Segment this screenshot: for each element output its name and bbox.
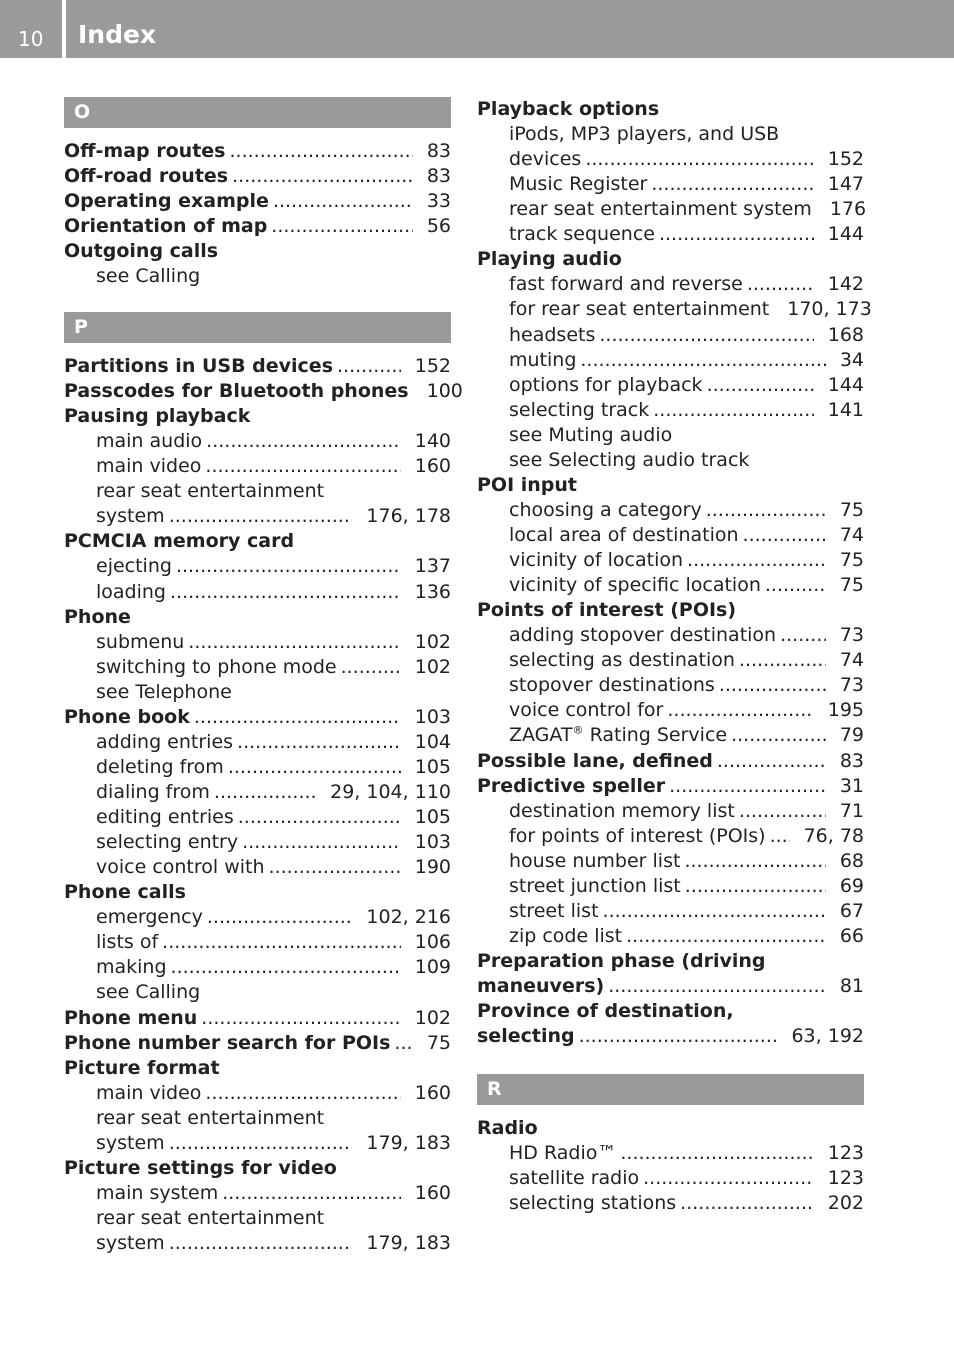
page-reference: 103 (414, 831, 451, 853)
page-reference: 142 (827, 273, 864, 295)
index-subentry (64, 554, 451, 579)
entry-term: options for playback (509, 374, 703, 396)
index-subentry (477, 673, 864, 698)
index-entry (64, 529, 451, 554)
header-divider (62, 0, 66, 58)
dot-leader (228, 755, 401, 780)
dot-leader (706, 498, 826, 523)
index-subentry (64, 580, 451, 605)
page-reference: 83 (426, 165, 451, 187)
dot-leader (232, 164, 413, 189)
index-entry (64, 404, 451, 429)
entry-term: PCMCIA memory card (64, 530, 295, 552)
index-subentry (477, 297, 872, 322)
index-subentry (477, 323, 864, 348)
page-reference: 63, 192 (791, 1025, 864, 1047)
page-reference: 105 (414, 806, 451, 828)
index-subentry (64, 830, 451, 855)
entry-term: ejecting (96, 555, 172, 577)
entry-term-rest: Rating Service (583, 724, 728, 746)
index-subentry (64, 479, 451, 504)
dot-leader (169, 1231, 353, 1256)
page-reference: 75 (839, 499, 864, 521)
index-subentry (477, 899, 864, 924)
entry-term: Off-road routes (64, 165, 229, 187)
entry-term: HD Radio™ (509, 1142, 617, 1164)
page-reference: 123 (827, 1167, 864, 1189)
entry-term: system (96, 505, 165, 527)
entry-term: Picture format (64, 1057, 220, 1079)
page-reference: 71 (839, 800, 864, 822)
page-reference: 123 (827, 1142, 864, 1164)
page-reference: 73 (839, 624, 864, 646)
dot-leader (653, 398, 814, 423)
entry-term: Music Register (509, 173, 648, 195)
index-entry (64, 880, 451, 905)
index-subentry (64, 630, 451, 655)
dot-leader (222, 1181, 401, 1206)
dot-leader (626, 924, 826, 949)
dot-leader (170, 580, 401, 605)
entry-term: lists of (96, 931, 159, 953)
dot-leader (579, 1024, 778, 1049)
page-reference: 76, 78 (803, 825, 864, 847)
registered-mark: ® (572, 723, 584, 737)
index-subentry (477, 147, 864, 172)
dot-leader (242, 830, 401, 855)
index-entry (477, 749, 864, 774)
entry-term: Points of interest (POIs) (477, 599, 737, 621)
dot-leader (205, 1081, 400, 1106)
page-reference: 195 (827, 699, 864, 721)
dot-leader (743, 523, 826, 548)
page-reference: 83 (426, 140, 451, 162)
page-reference: 74 (839, 524, 864, 546)
index-subentry (64, 1131, 451, 1156)
index-subentry (477, 623, 864, 648)
page-reference: 140 (414, 430, 451, 452)
entry-term: see Selecting audio track (509, 449, 750, 471)
entry-term: POI input (477, 474, 578, 496)
page-reference: 75 (839, 574, 864, 596)
index-entry (64, 189, 451, 214)
entry-term: Partitions in USB devices (64, 355, 334, 377)
index-entry (477, 1116, 864, 1141)
index-subentry (477, 172, 864, 197)
page-reference: 170, 173 (787, 298, 872, 320)
index-entry (477, 974, 864, 999)
page-reference: 106 (414, 931, 451, 953)
index-subentry (477, 548, 864, 573)
entry-term: muting (509, 349, 577, 371)
entry-term: Phone book (64, 706, 190, 728)
page-reference: 190 (414, 856, 451, 878)
entry-term: Orientation of map (64, 215, 268, 237)
index-entry (477, 1024, 864, 1049)
page-reference: 81 (839, 975, 864, 997)
entry-term: see Muting audio (509, 424, 673, 446)
index-subentry (64, 855, 451, 880)
index-entry (477, 598, 864, 623)
entry-term: making (96, 956, 167, 978)
page-reference: 160 (414, 455, 451, 477)
page-reference: 102 (414, 1007, 451, 1029)
page-reference: 66 (839, 925, 864, 947)
dot-leader (169, 1131, 353, 1156)
entry-term: see Calling (96, 265, 201, 287)
index-subentry (477, 849, 864, 874)
entry-term: stopover destinations (509, 674, 715, 696)
page-reference: 56 (426, 215, 451, 237)
entry-term: iPods, MP3 players, and USB (509, 123, 780, 145)
entry-term: rear seat entertainment system (509, 198, 812, 220)
index-subentry (477, 348, 864, 373)
index-subentry (477, 373, 864, 398)
entry-term: Outgoing calls (64, 240, 219, 262)
page-reference: 102, 216 (366, 906, 451, 928)
entry-term: satellite radio (509, 1167, 640, 1189)
entry-term: local area of destination (509, 524, 739, 546)
index-subentry (64, 1081, 451, 1106)
entry-term: Playback options (477, 98, 660, 120)
index-subentry (64, 755, 451, 780)
index-subentry (477, 1166, 864, 1191)
index-subentry (64, 429, 451, 454)
page-reference: 144 (827, 223, 864, 245)
dot-leader (719, 673, 826, 698)
page-reference: 109 (414, 956, 451, 978)
page-title: Index (78, 20, 157, 49)
dot-leader (394, 1031, 412, 1056)
page-reference: 100 (426, 380, 463, 402)
index-subentry (477, 799, 864, 824)
page-reference: 160 (414, 1082, 451, 1104)
index-subentry (64, 1106, 451, 1131)
index-subentry (477, 573, 864, 598)
index-subentry (477, 1141, 864, 1166)
index-entry (477, 473, 864, 498)
section-header-r: R (477, 1074, 864, 1105)
page-reference: 83 (839, 750, 864, 772)
index-entry (477, 949, 864, 974)
entry-term: street junction list (509, 875, 681, 897)
index-subentry (477, 698, 864, 723)
index-subentry (477, 197, 867, 222)
entry-term: selecting track (509, 399, 650, 421)
dot-leader (603, 899, 826, 924)
index-entry (477, 774, 864, 799)
entry-term: selecting as destination (509, 649, 735, 671)
index-subentry (477, 423, 864, 448)
entry-term: see Telephone (96, 681, 232, 703)
index-subentry (64, 730, 451, 755)
dot-leader (341, 655, 401, 680)
entry-term: Province of destination, (477, 1000, 734, 1022)
dot-leader (684, 849, 825, 874)
page-reference: 202 (827, 1192, 864, 1214)
index-entry (477, 247, 864, 272)
page-reference: 75 (426, 1032, 451, 1054)
page-reference: 68 (839, 850, 864, 872)
dot-leader (271, 214, 413, 239)
entry-term: Pausing playback (64, 405, 251, 427)
dot-leader (337, 354, 401, 379)
index-subentry (477, 874, 864, 899)
page-reference: 176, 178 (366, 505, 451, 527)
dot-leader (707, 373, 814, 398)
dot-leader (214, 780, 316, 805)
entry-term: rear seat entertainment (96, 480, 325, 502)
page-reference: 179, 183 (366, 1232, 451, 1254)
entry-term: selecting stations (509, 1192, 677, 1214)
page-reference: 29, 104, 110 (330, 781, 451, 803)
dot-leader (201, 1006, 400, 1031)
entry-term: adding entries (96, 731, 234, 753)
entry-term (509, 723, 727, 748)
entry-term: for points of interest (POIs) (509, 825, 766, 847)
page-reference: 34 (839, 349, 864, 371)
dot-leader (667, 698, 813, 723)
dot-leader (765, 573, 826, 598)
dot-leader (770, 824, 790, 849)
entry-term: dialing from (96, 781, 210, 803)
index-subentry (477, 523, 864, 548)
entry-term: main system (96, 1182, 219, 1204)
index-subentry (64, 264, 451, 289)
index-subentry (477, 498, 864, 523)
index-subentry (64, 905, 451, 930)
dot-leader (230, 139, 413, 164)
dot-leader (206, 429, 401, 454)
entry-term: Phone menu (64, 1007, 198, 1029)
entry-term: Operating example (64, 190, 269, 212)
index-subentry (477, 1191, 864, 1216)
index-entry (64, 1006, 451, 1031)
dot-leader (188, 630, 400, 655)
index-subentry (64, 780, 451, 805)
index-entry (64, 354, 451, 379)
entry-term: loading (96, 581, 166, 603)
page-reference: 137 (414, 555, 451, 577)
dot-leader (739, 799, 826, 824)
section-header-p: P (64, 312, 451, 343)
page-reference: 73 (839, 674, 864, 696)
dot-leader (651, 172, 813, 197)
page-reference: 102 (414, 631, 451, 653)
entry-term: vicinity of specific location (509, 574, 761, 596)
entry-term: zip code list (509, 925, 623, 947)
index-entry (64, 705, 451, 730)
entry-term: track sequence (509, 223, 655, 245)
index-subentry (64, 1181, 451, 1206)
index-subentry (64, 980, 451, 1005)
entry-term: devices (509, 148, 582, 170)
page-reference: 33 (426, 190, 451, 212)
page-reference: 69 (839, 875, 864, 897)
dot-leader (717, 749, 826, 774)
entry-term: Picture settings for video (64, 1157, 337, 1179)
dot-leader (620, 1141, 813, 1166)
entry-term: Phone calls (64, 881, 186, 903)
dot-leader (205, 454, 400, 479)
page-reference: 144 (827, 374, 864, 396)
entry-term: see Calling (96, 981, 201, 1003)
entry-term: Off-map routes (64, 140, 226, 162)
index-subentry (477, 122, 864, 147)
page-reference: 136 (414, 581, 451, 603)
page-reference: 147 (827, 173, 864, 195)
dot-leader (739, 648, 826, 673)
dot-leader (207, 905, 353, 930)
index-subentry (64, 504, 451, 529)
index-subentry (477, 222, 864, 247)
entry-term: Phone (64, 606, 131, 628)
entry-term: system (96, 1232, 165, 1254)
entry-term: destination memory list (509, 800, 735, 822)
page-reference: 168 (827, 324, 864, 346)
entry-term: choosing a category (509, 499, 702, 521)
dot-leader (171, 955, 401, 980)
index-entry (64, 239, 451, 264)
index-subentry (477, 723, 864, 748)
index-entry (64, 1056, 451, 1081)
index-subentry (64, 805, 451, 830)
index-subentry (64, 955, 451, 980)
dot-leader (599, 323, 813, 348)
entry-term: Phone number search for POIs (64, 1032, 391, 1054)
entry-term: adding stopover destination (509, 624, 777, 646)
entry-term: system (96, 1132, 165, 1154)
page-reference: 103 (414, 706, 451, 728)
index-subentry (64, 454, 451, 479)
entry-term: voice control with (96, 856, 265, 878)
index-entry (477, 999, 864, 1024)
index-subentry (64, 1231, 451, 1256)
entry-term: switching to phone mode (96, 656, 337, 678)
page-reference: 152 (414, 355, 451, 377)
entry-term: Predictive speller (477, 775, 666, 797)
index-entry (64, 1156, 451, 1181)
entry-term: Playing audio (477, 248, 622, 270)
dot-leader (685, 874, 826, 899)
dot-leader (680, 1191, 814, 1216)
entry-term: Passcodes for Bluetooth phones (64, 380, 409, 402)
index-subentry (64, 655, 451, 680)
entry-term: main audio (96, 430, 203, 452)
page-reference: 141 (827, 399, 864, 421)
dot-leader (687, 548, 826, 573)
entry-term: rear seat entertainment (96, 1107, 325, 1129)
index-subentry (477, 648, 864, 673)
page-reference: 104 (414, 731, 451, 753)
entry-term: emergency (96, 906, 203, 928)
entry-term: main video (96, 1082, 202, 1104)
page-reference: 176 (829, 198, 867, 220)
page-reference: 152 (827, 148, 864, 170)
dot-leader (669, 774, 826, 799)
page-reference: 179, 183 (366, 1132, 451, 1154)
entry-term: submenu (96, 631, 185, 653)
entry-term-main: ZAGAT (509, 724, 573, 746)
page-reference: 31 (839, 775, 864, 797)
entry-term: Preparation phase (driving (477, 950, 766, 972)
dot-leader (643, 1166, 814, 1191)
dot-leader (169, 504, 353, 529)
page-number: 10 (18, 27, 44, 51)
page-reference: 160 (414, 1182, 451, 1204)
index-entry (64, 379, 463, 404)
index-subentry (477, 924, 864, 949)
index-subentry (64, 680, 451, 705)
index-subentry (477, 398, 864, 423)
page-reference: 74 (839, 649, 864, 671)
index-entry (64, 1031, 451, 1056)
dot-leader (608, 974, 826, 999)
page-reference: 105 (414, 756, 451, 778)
dot-leader (237, 730, 401, 755)
entry-term: rear seat entertainment (96, 1207, 325, 1229)
index-subentry (477, 824, 864, 849)
entry-term: vicinity of location (509, 549, 684, 571)
dot-leader (162, 930, 401, 955)
dot-leader (238, 805, 401, 830)
page-header (0, 0, 954, 58)
dot-leader (585, 147, 813, 172)
dot-leader (194, 705, 401, 730)
section-header-o: O (64, 97, 451, 128)
entry-term: house number list (509, 850, 681, 872)
entry-term: maneuvers) (477, 975, 605, 997)
entry-term: Radio (477, 1117, 538, 1139)
page-reference: 79 (839, 724, 864, 746)
page-reference: 75 (839, 549, 864, 571)
entry-term: selecting (477, 1025, 575, 1047)
entry-term: headsets (509, 324, 596, 346)
entry-term: deleting from (96, 756, 224, 778)
entry-term: fast forward and reverse (509, 273, 743, 295)
entry-term: selecting entry (96, 831, 239, 853)
dot-leader (780, 623, 826, 648)
index-entry (64, 605, 451, 630)
entry-term: voice control for (509, 699, 664, 721)
dot-leader (747, 272, 814, 297)
dot-leader (269, 855, 401, 880)
index-entry (64, 164, 451, 189)
index-subentry (64, 930, 451, 955)
index-entry (64, 214, 451, 239)
entry-term: Possible lane, defined (477, 750, 713, 772)
index-subentry (477, 272, 864, 297)
entry-term: editing entries (96, 806, 234, 828)
entry-term: street list (509, 900, 599, 922)
dot-leader (273, 189, 413, 214)
entry-term: for rear seat entertainment (509, 298, 770, 320)
dot-leader (731, 723, 826, 748)
page-reference: 102 (414, 656, 451, 678)
dot-leader (580, 348, 825, 373)
dot-leader (659, 222, 814, 247)
index-subentry (477, 448, 864, 473)
page-reference: 67 (839, 900, 864, 922)
index-subentry (64, 1206, 451, 1231)
dot-leader (176, 554, 401, 579)
index-entry (64, 139, 451, 164)
entry-term: main video (96, 455, 202, 477)
index-entry (477, 97, 864, 122)
